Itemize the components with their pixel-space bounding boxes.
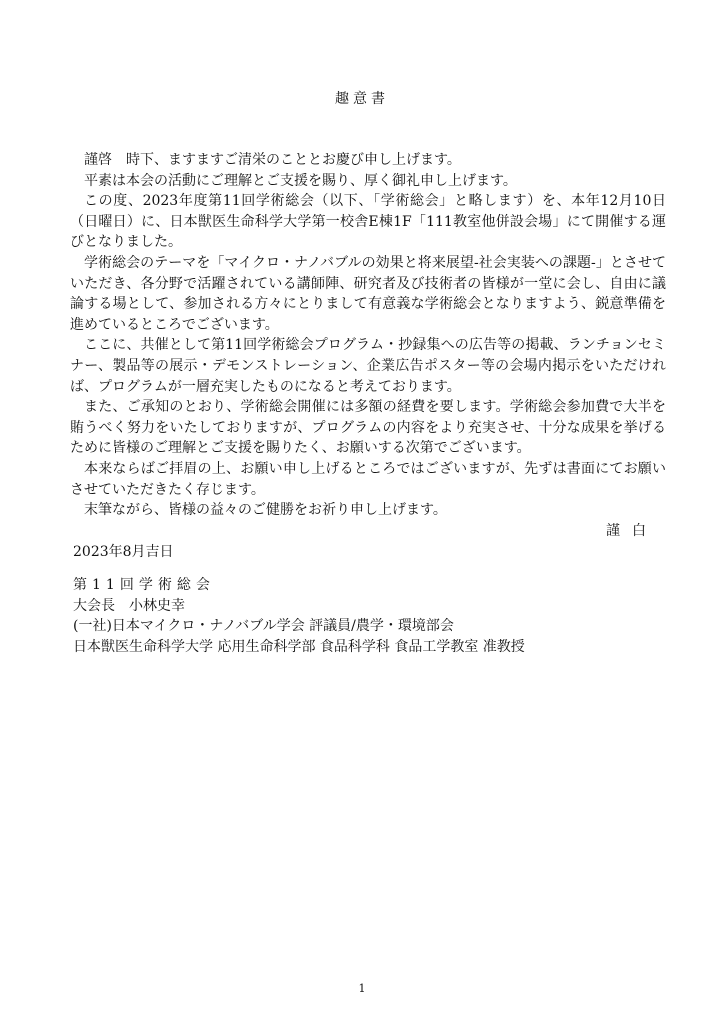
paragraph-request: 本来ならばご拝眉の上、お願い申し上げるところではございますが、先ずは書面にてお願いさせていただきたく存じます。	[70, 460, 666, 498]
paragraph-wishes: 末筆ながら、皆様の益々のご健勝をお祈り申し上げます。	[84, 502, 447, 519]
signature-block	[73, 575, 525, 657]
document-date: 2023年8月吉日	[73, 544, 174, 560]
signature-president: 大会長 小林史幸	[73, 597, 185, 614]
closing-word: 謹白	[606, 522, 658, 539]
paragraph-thanks: 平素は本会の活動にご理解とご支援を賜り、厚く御礼申し上げます。	[84, 172, 517, 189]
signature-event: 第11回学術総会	[73, 577, 215, 593]
paragraph-cosponsor: ここに、共催として第11回学術総会プログラム・抄録集への広告等の掲載、ランチョンセミナー、製品等の展示・デモンストレーション、企業広告ポスター等の会場内掲示をいただければ、プログラムが一層充実したものになると考えております。	[70, 337, 666, 395]
paragraph-expenses: また、ご承知のとおり、学術総会開催には多額の経費を要します。学術総会参加費で大半を賄うべく努力をいたしておりますが、プログラムの内容をより充実させ、十分な成果を挙げるために皆様のご理解とご支援を賜りたく、お願いする次第でございます。	[70, 399, 666, 457]
paragraph-theme: 学術総会のテーマを「マイクロ・ナノバブルの効果と将来展望-社会実装への課題-」とさせていただき、各分野で活躍されている講師陣、研究者及び技術者の皆様が一堂に会し、自由に議論する場として、参加される方々にとりまして有意義な学術総会となりますよう、鋭意準備を進めているところでございます。	[70, 254, 666, 333]
signature-affiliation-university: 日本獣医生命科学大学 応用生命科学部 食品科学科 食品工学教室 准教授	[73, 638, 525, 655]
signature-affiliation-society: (一社)日本マイクロ・ナノバブル学会 評議員/農学・環境部会	[73, 618, 454, 635]
paragraph-announcement: この度、2023年度第11回学術総会（以下、「学術総会」と略します）を、本年12月10日（日曜日）に、日本獣医生命科学大学第一校舎E棟1F「111教室他併設会場」にて開催する運びとなりました。	[70, 193, 666, 251]
paragraph-greeting: 謹啓 時下、ますますご清栄のこととお慶び申し上げます。	[84, 152, 461, 168]
document-body	[70, 150, 666, 541]
page-number: 1	[358, 982, 366, 995]
document-title: 趣意書	[335, 91, 389, 107]
